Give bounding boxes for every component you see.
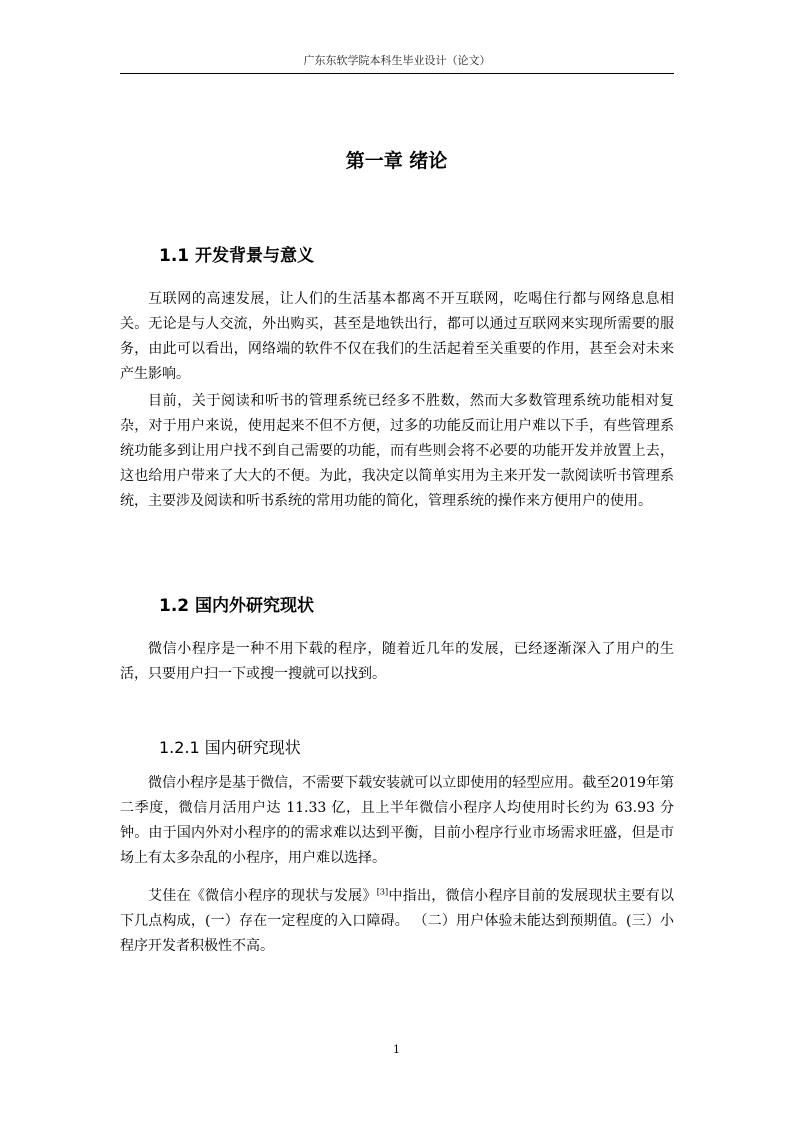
- citation-marker: [3]: [376, 887, 389, 897]
- paragraph-1-2-1: 微信小程序是一种不用下载的程序，随着近几年的发展，已经逐渐深入了用户的生活，只要用户扫一下或搜一搜就可以找到。: [120, 641, 674, 682]
- section-heading-1-2: 1.2 国内外研究现状: [159, 596, 315, 616]
- running-header: 广东东软学院本科生毕业设计（论文）: [303, 54, 491, 67]
- paragraph-text-after-citation: 中指出，微信小程序目前的发展现状主要有以下几点构成，(一）存在一定程度的入口障碍。 （二）用户体验未能达到预期值。(三）小程序开发者积极性不高。: [120, 888, 675, 954]
- paragraph-1-2-1-1: 微信小程序是基于微信，不需要下载安装就可以立即使用的轻型应用。截至2019年第二季度，微信月活用户达 11.33 亿，且上半年微信小程序人均使用时长约为 63.93 分钟。由于国内外对小程序的的需求难以达到平衡，目前小程序行业市场需求旺盛，但是市场上有太多杂乱的小程序，用户难以选择。: [120, 775, 674, 866]
- page-number: 1: [393, 1043, 400, 1056]
- paragraph-1-2-1-2: [120, 884, 674, 959]
- header-rule: [120, 73, 674, 74]
- paragraph-text-before-citation: 艾佳在《微信小程序的现状与发展》: [148, 888, 377, 904]
- section-heading-1-2-1: 1.2.1 国内研究现状: [159, 738, 301, 757]
- section-heading-1-1: 1.1 开发背景与意义: [159, 246, 315, 266]
- chapter-title: 第一章 绪论: [345, 150, 448, 172]
- paragraph-1-1-2: 目前，关于阅读和听书的管理系统已经多不胜数，然而大多数管理系统功能相对复杂，对于用户来说，使用起来不但不方便，过多的功能反而让用户难以下手，有些管理系统功能多到让用户找不到自己需要的功能，而有些则会将不必要的功能开发并放置上去，这也给用户带来了大大的不便。为此，我决定以简单实用为主来开发一款阅读听书管理系统，主要涉及阅读和听书系统的常用功能的简化，管理系统的操作来方便用户的使用。: [120, 393, 674, 509]
- paragraph-1-1-1: 互联网的高速发展，让人们的生活基本都离不开互联网，吃喝住行都与网络息息相关。无论是与人交流，外出购买，甚至是地铁出行，都可以通过互联网来实现所需要的服务，由此可以看出，网络端的软件不仅在我们的生活起着至关重要的作用，甚至会对未来产生影响。: [120, 291, 674, 382]
